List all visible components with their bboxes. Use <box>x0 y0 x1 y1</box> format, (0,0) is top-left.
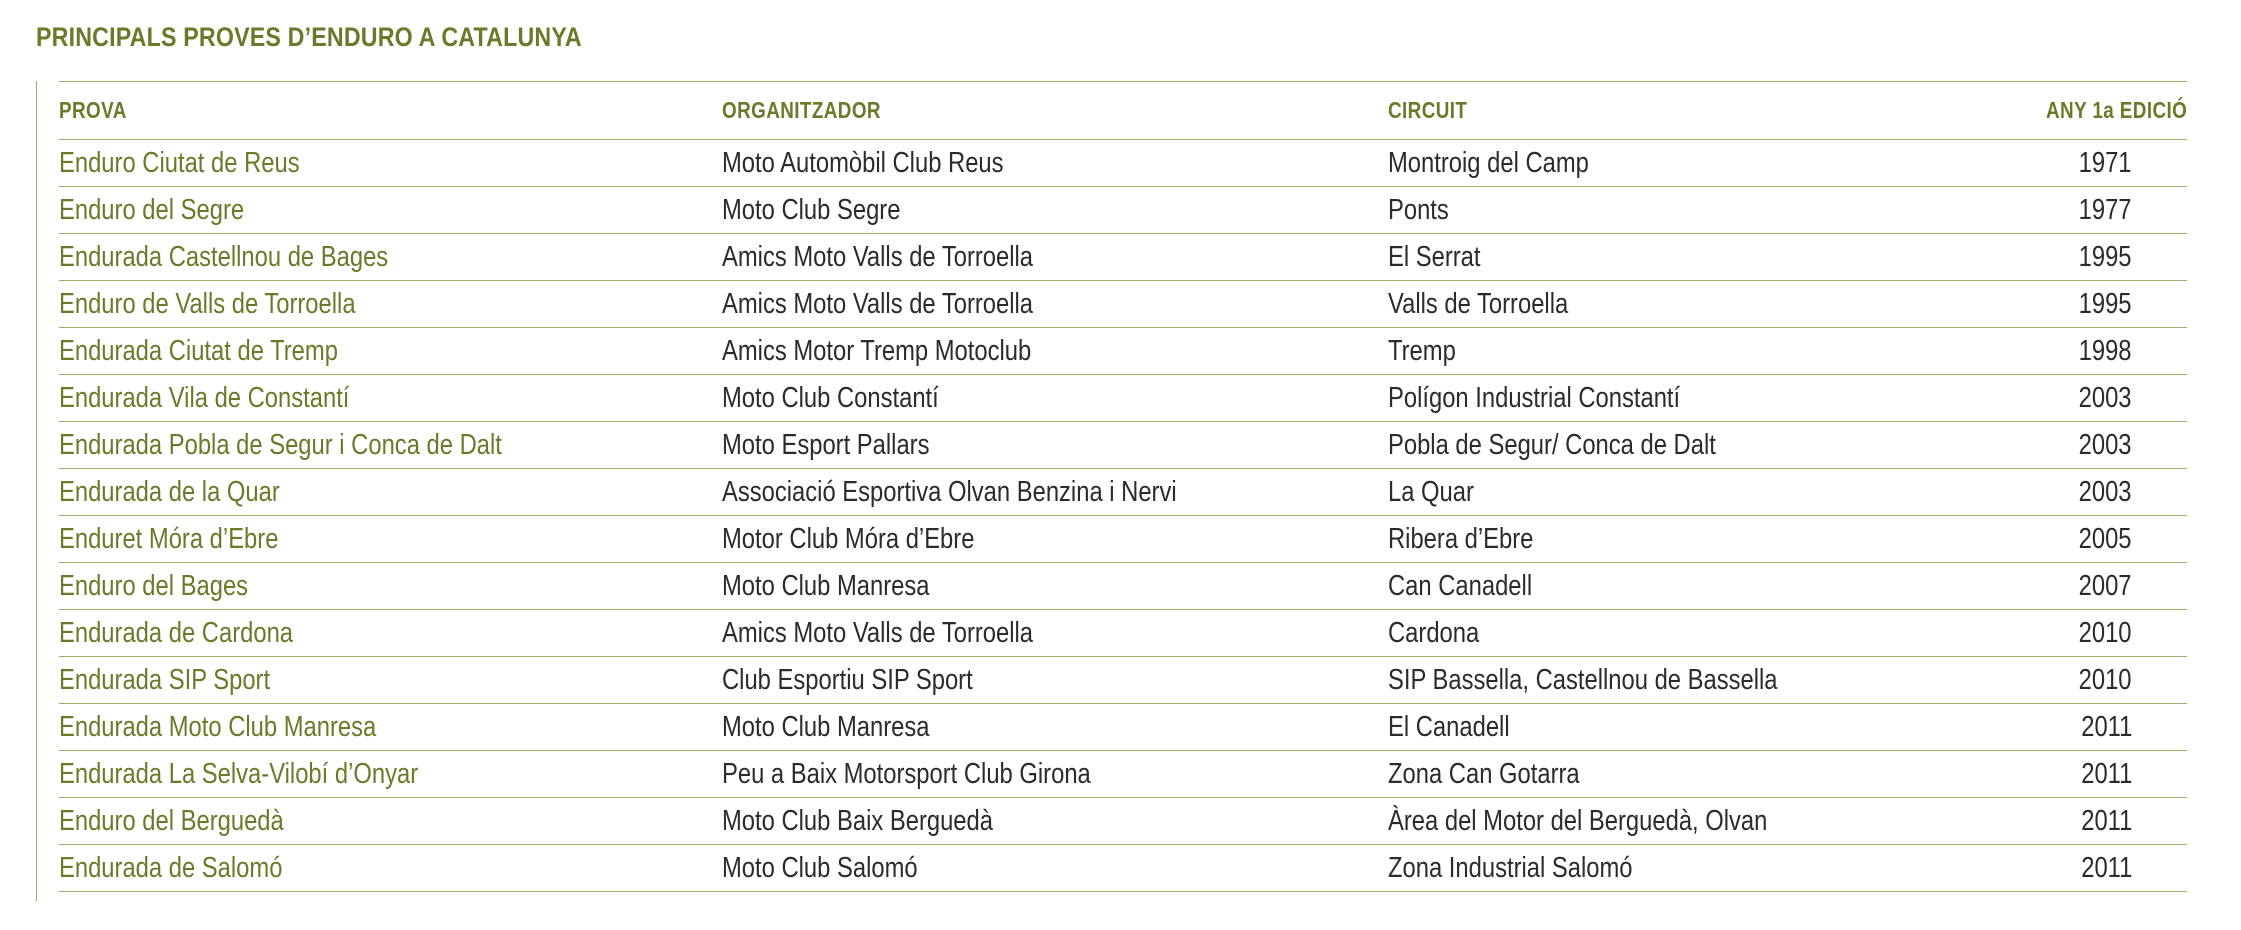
cell-prova: Endurada Moto Club Manresa <box>59 704 722 751</box>
cell-any: 1995 <box>2008 281 2187 328</box>
cell-any: 1977 <box>2008 187 2187 234</box>
table-header <box>59 82 2187 140</box>
table-row <box>59 657 2187 704</box>
table-row <box>59 845 2187 892</box>
cell-any: 1971 <box>2008 140 2187 187</box>
cell-circuit: Ponts <box>1388 187 2008 234</box>
table-row <box>59 140 2187 187</box>
cell-any: 1995 <box>2008 234 2187 281</box>
page-title: PRINCIPALS PROVES D’ENDURO A CATALUNYA <box>36 22 582 52</box>
table-row <box>59 563 2187 610</box>
enduro-table <box>59 81 2187 892</box>
cell-organitzador: Moto Club Manresa <box>722 704 1388 751</box>
cell-circuit: Zona Industrial Salomó <box>1388 845 2008 892</box>
cell-organitzador: Moto Club Constantí <box>722 375 1388 422</box>
cell-organitzador: Amics Moto Valls de Torroella <box>722 281 1388 328</box>
cell-circuit: Can Canadell <box>1388 563 2008 610</box>
table-row <box>59 234 2187 281</box>
cell-circuit: Zona Can Gotarra <box>1388 751 2008 798</box>
cell-circuit: SIP Bassella, Castellnou de Bassella <box>1388 657 2008 704</box>
cell-organitzador: Peu a Baix Motorsport Club Girona <box>722 751 1388 798</box>
cell-organitzador: Motor Club Móra d’Ebre <box>722 516 1388 563</box>
cell-circuit: Polígon Industrial Constantí <box>1388 375 2008 422</box>
cell-circuit: Àrea del Motor del Berguedà, Olvan <box>1388 798 2008 845</box>
cell-circuit: Tremp <box>1388 328 2008 375</box>
cell-any: 2010 <box>2008 657 2187 704</box>
table-row <box>59 422 2187 469</box>
header-prova: PROVA <box>59 82 722 140</box>
cell-prova: Endurada Ciutat de Tremp <box>59 328 722 375</box>
cell-organitzador: Associació Esportiva Olvan Benzina i Nervi <box>722 469 1388 516</box>
cell-prova: Endurada Pobla de Segur i Conca de Dalt <box>59 422 722 469</box>
header-organitzador: ORGANITZADOR <box>722 82 1388 140</box>
cell-circuit: La Quar <box>1388 469 2008 516</box>
cell-prova: Enduro de Valls de Torroella <box>59 281 722 328</box>
table-row <box>59 187 2187 234</box>
cell-organitzador: Moto Club Manresa <box>722 563 1388 610</box>
cell-organitzador: Amics Motor Tremp Motoclub <box>722 328 1388 375</box>
cell-any: 2005 <box>2008 516 2187 563</box>
table-row <box>59 375 2187 422</box>
cell-any: 2007 <box>2008 563 2187 610</box>
cell-prova: Endurada de la Quar <box>59 469 722 516</box>
cell-any: 2011 <box>2008 751 2187 798</box>
cell-prova: Enduro Ciutat de Reus <box>59 140 722 187</box>
cell-organitzador: Moto Club Segre <box>722 187 1388 234</box>
enduro-table-container <box>59 81 2187 892</box>
cell-prova: Endurada La Selva-Vilobí d’Onyar <box>59 751 722 798</box>
cell-prova: Endurada Vila de Constantí <box>59 375 722 422</box>
cell-any: 2003 <box>2008 422 2187 469</box>
table-row <box>59 610 2187 657</box>
cell-any: 2011 <box>2008 845 2187 892</box>
cell-organitzador: Moto Esport Pallars <box>722 422 1388 469</box>
cell-organitzador: Moto Club Baix Berguedà <box>722 798 1388 845</box>
cell-organitzador: Amics Moto Valls de Torroella <box>722 234 1388 281</box>
cell-any: 2011 <box>2008 704 2187 751</box>
table-row <box>59 328 2187 375</box>
header-any: ANY 1a EDICIÓ <box>2008 82 2187 140</box>
cell-any: 2010 <box>2008 610 2187 657</box>
cell-circuit: Valls de Torroella <box>1388 281 2008 328</box>
table-row <box>59 798 2187 845</box>
cell-prova: Endurada Castellnou de Bages <box>59 234 722 281</box>
cell-organitzador: Moto Club Salomó <box>722 845 1388 892</box>
table-body <box>59 140 2187 892</box>
table-row <box>59 469 2187 516</box>
cell-any: 2003 <box>2008 375 2187 422</box>
table-row <box>59 751 2187 798</box>
cell-organitzador: Club Esportiu SIP Sport <box>722 657 1388 704</box>
cell-circuit: Montroig del Camp <box>1388 140 2008 187</box>
cell-prova: Endurada de Salomó <box>59 845 722 892</box>
cell-circuit: El Canadell <box>1388 704 2008 751</box>
table-row <box>59 704 2187 751</box>
cell-prova: Enduro del Bages <box>59 563 722 610</box>
cell-any: 2003 <box>2008 469 2187 516</box>
cell-organitzador: Amics Moto Valls de Torroella <box>722 610 1388 657</box>
cell-prova: Enduret Móra d’Ebre <box>59 516 722 563</box>
cell-any: 2011 <box>2008 798 2187 845</box>
cell-circuit: El Serrat <box>1388 234 2008 281</box>
cell-circuit: Cardona <box>1388 610 2008 657</box>
table-row <box>59 281 2187 328</box>
cell-circuit: Ribera d’Ebre <box>1388 516 2008 563</box>
header-circuit: CIRCUIT <box>1388 82 2008 140</box>
cell-prova: Endurada SIP Sport <box>59 657 722 704</box>
left-rule <box>36 81 37 901</box>
cell-circuit: Pobla de Segur/ Conca de Dalt <box>1388 422 2008 469</box>
table-row <box>59 516 2187 563</box>
cell-prova: Enduro del Segre <box>59 187 722 234</box>
header-row <box>59 82 2187 140</box>
cell-any: 1998 <box>2008 328 2187 375</box>
cell-prova: Enduro del Berguedà <box>59 798 722 845</box>
cell-organitzador: Moto Automòbil Club Reus <box>722 140 1388 187</box>
cell-prova: Endurada de Cardona <box>59 610 722 657</box>
